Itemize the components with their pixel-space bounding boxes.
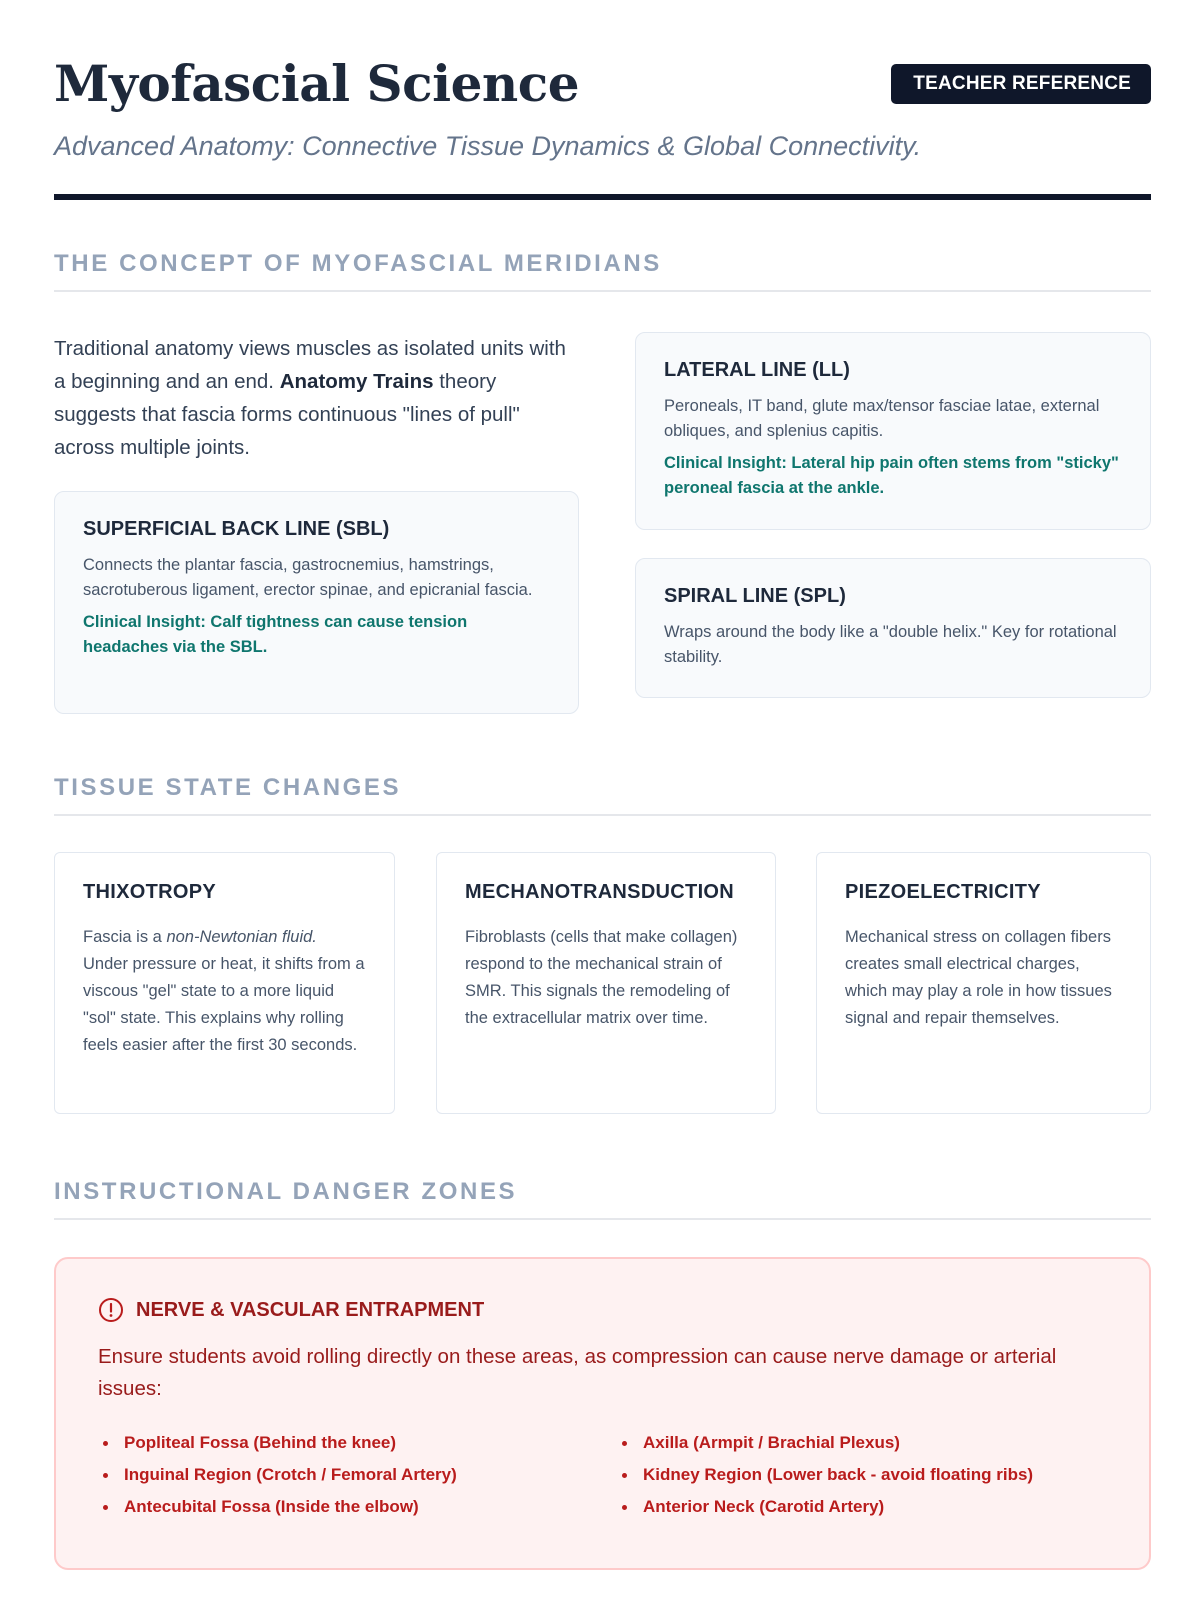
- section-heading-tissue: [54, 774, 1151, 816]
- card-title: PIEZOELECTRICITY: [845, 881, 1041, 903]
- danger-title-row: [98, 1297, 1107, 1323]
- danger-description: Ensure students avoid rolling directly on these areas, as compression can cause nerve damage or arterial issues:: [98, 1345, 1057, 1400]
- danger-item: Popliteal Fossa (Behind the knee): [98, 1427, 457, 1459]
- header: [54, 0, 1151, 200]
- section-heading-meridians: [54, 250, 1151, 292]
- intro-text-end: theory suggests that fascia forms continuous "lines of pull" across multiple joints.: [54, 370, 520, 459]
- card-body: Fibroblasts (cells that make collagen) respond to the mechanical strain of SMR. This signals the remodeling of the extracellular matrix over time.: [465, 928, 738, 1027]
- card-superficial-back-line: [54, 491, 579, 714]
- danger-zone-panel: [54, 1257, 1151, 1570]
- card-body: Peroneals, IT band, glute max/tensor fasciae latae, external obliques, and splenius capitis.: [664, 397, 1100, 440]
- card-title: LATERAL LINE (LL): [664, 359, 850, 381]
- alert-circle-icon: [98, 1297, 124, 1323]
- card-title: SUPERFICIAL BACK LINE (SBL): [83, 518, 390, 540]
- card-body: Mechanical stress on collagen fibers creates small electrical charges, which may play a role in how tissues signal and repair themselves.: [845, 928, 1112, 1027]
- teacher-reference-badge: TEACHER REFERENCE: [891, 64, 1151, 104]
- card-thixotropy: [54, 852, 395, 1114]
- card-lateral-line: [635, 332, 1151, 530]
- body-text-emphasis: non-Newtonian fluid.: [166, 928, 317, 946]
- danger-item: Kidney Region (Lower back - avoid floating ribs): [617, 1459, 1033, 1491]
- section-heading-danger: [54, 1178, 1151, 1220]
- card-title: SPIRAL LINE (SPL): [664, 585, 846, 607]
- danger-title: NERVE & VASCULAR ENTRAPMENT: [136, 1298, 485, 1321]
- intro-text-bold: Anatomy Trains: [279, 370, 434, 393]
- body-text-end: Under pressure or heat, it shifts from a viscous "gel" state to a more liquid "sol" state. This explains why rolling feels easier after the first 30 seconds.: [83, 955, 365, 1054]
- danger-list-left: [98, 1427, 457, 1523]
- section-heading-text: THE CONCEPT OF MYOFASCIAL MERIDIANS: [54, 250, 662, 277]
- page: [54, 0, 1151, 1516]
- clinical-insight: Clinical Insight: Lateral hip pain often stems from "sticky" peroneal fascia at the ankle.: [664, 454, 1119, 497]
- danger-item: Inguinal Region (Crotch / Femoral Artery): [98, 1459, 457, 1491]
- card-title: THIXOTROPY: [83, 881, 217, 903]
- header-divider: [54, 194, 1151, 200]
- body-text-start: Fascia is a: [83, 928, 162, 946]
- card-body: Connects the plantar fascia, gastrocnemius, hamstrings, sacrotuberous ligament, erector spinae, and epicranial fascia.: [83, 556, 533, 599]
- card-body: [83, 924, 366, 1059]
- card-piezoelectricity: [816, 852, 1151, 1114]
- card-body: Wraps around the body like a "double helix." Key for rotational stability.: [664, 623, 1117, 666]
- page-subtitle: Advanced Anatomy: Connective Tissue Dynamics & Global Connectivity.: [54, 131, 922, 161]
- danger-list-right: [617, 1427, 1033, 1523]
- clinical-insight: Clinical Insight: Calf tightness can cause tension headaches via the SBL.: [83, 613, 468, 656]
- section-heading-text: INSTRUCTIONAL DANGER ZONES: [54, 1178, 518, 1205]
- danger-lists: [98, 1427, 1107, 1527]
- card-title: MECHANOTRANSDUCTION: [465, 881, 735, 903]
- card-mechanotransduction: [436, 852, 776, 1114]
- intro-text-start: Traditional anatomy views muscles as isolated units with a beginning and an end.: [54, 337, 566, 393]
- card-spiral-line: [635, 558, 1151, 698]
- section-heading-text: TISSUE STATE CHANGES: [54, 774, 402, 801]
- danger-item: Anterior Neck (Carotid Artery): [617, 1491, 1033, 1523]
- danger-item: Axilla (Armpit / Brachial Plexus): [617, 1427, 1033, 1459]
- danger-item: Antecubital Fossa (Inside the elbow): [98, 1491, 457, 1523]
- page-title: Myofascial Science: [54, 54, 580, 113]
- meridians-intro: [54, 332, 574, 464]
